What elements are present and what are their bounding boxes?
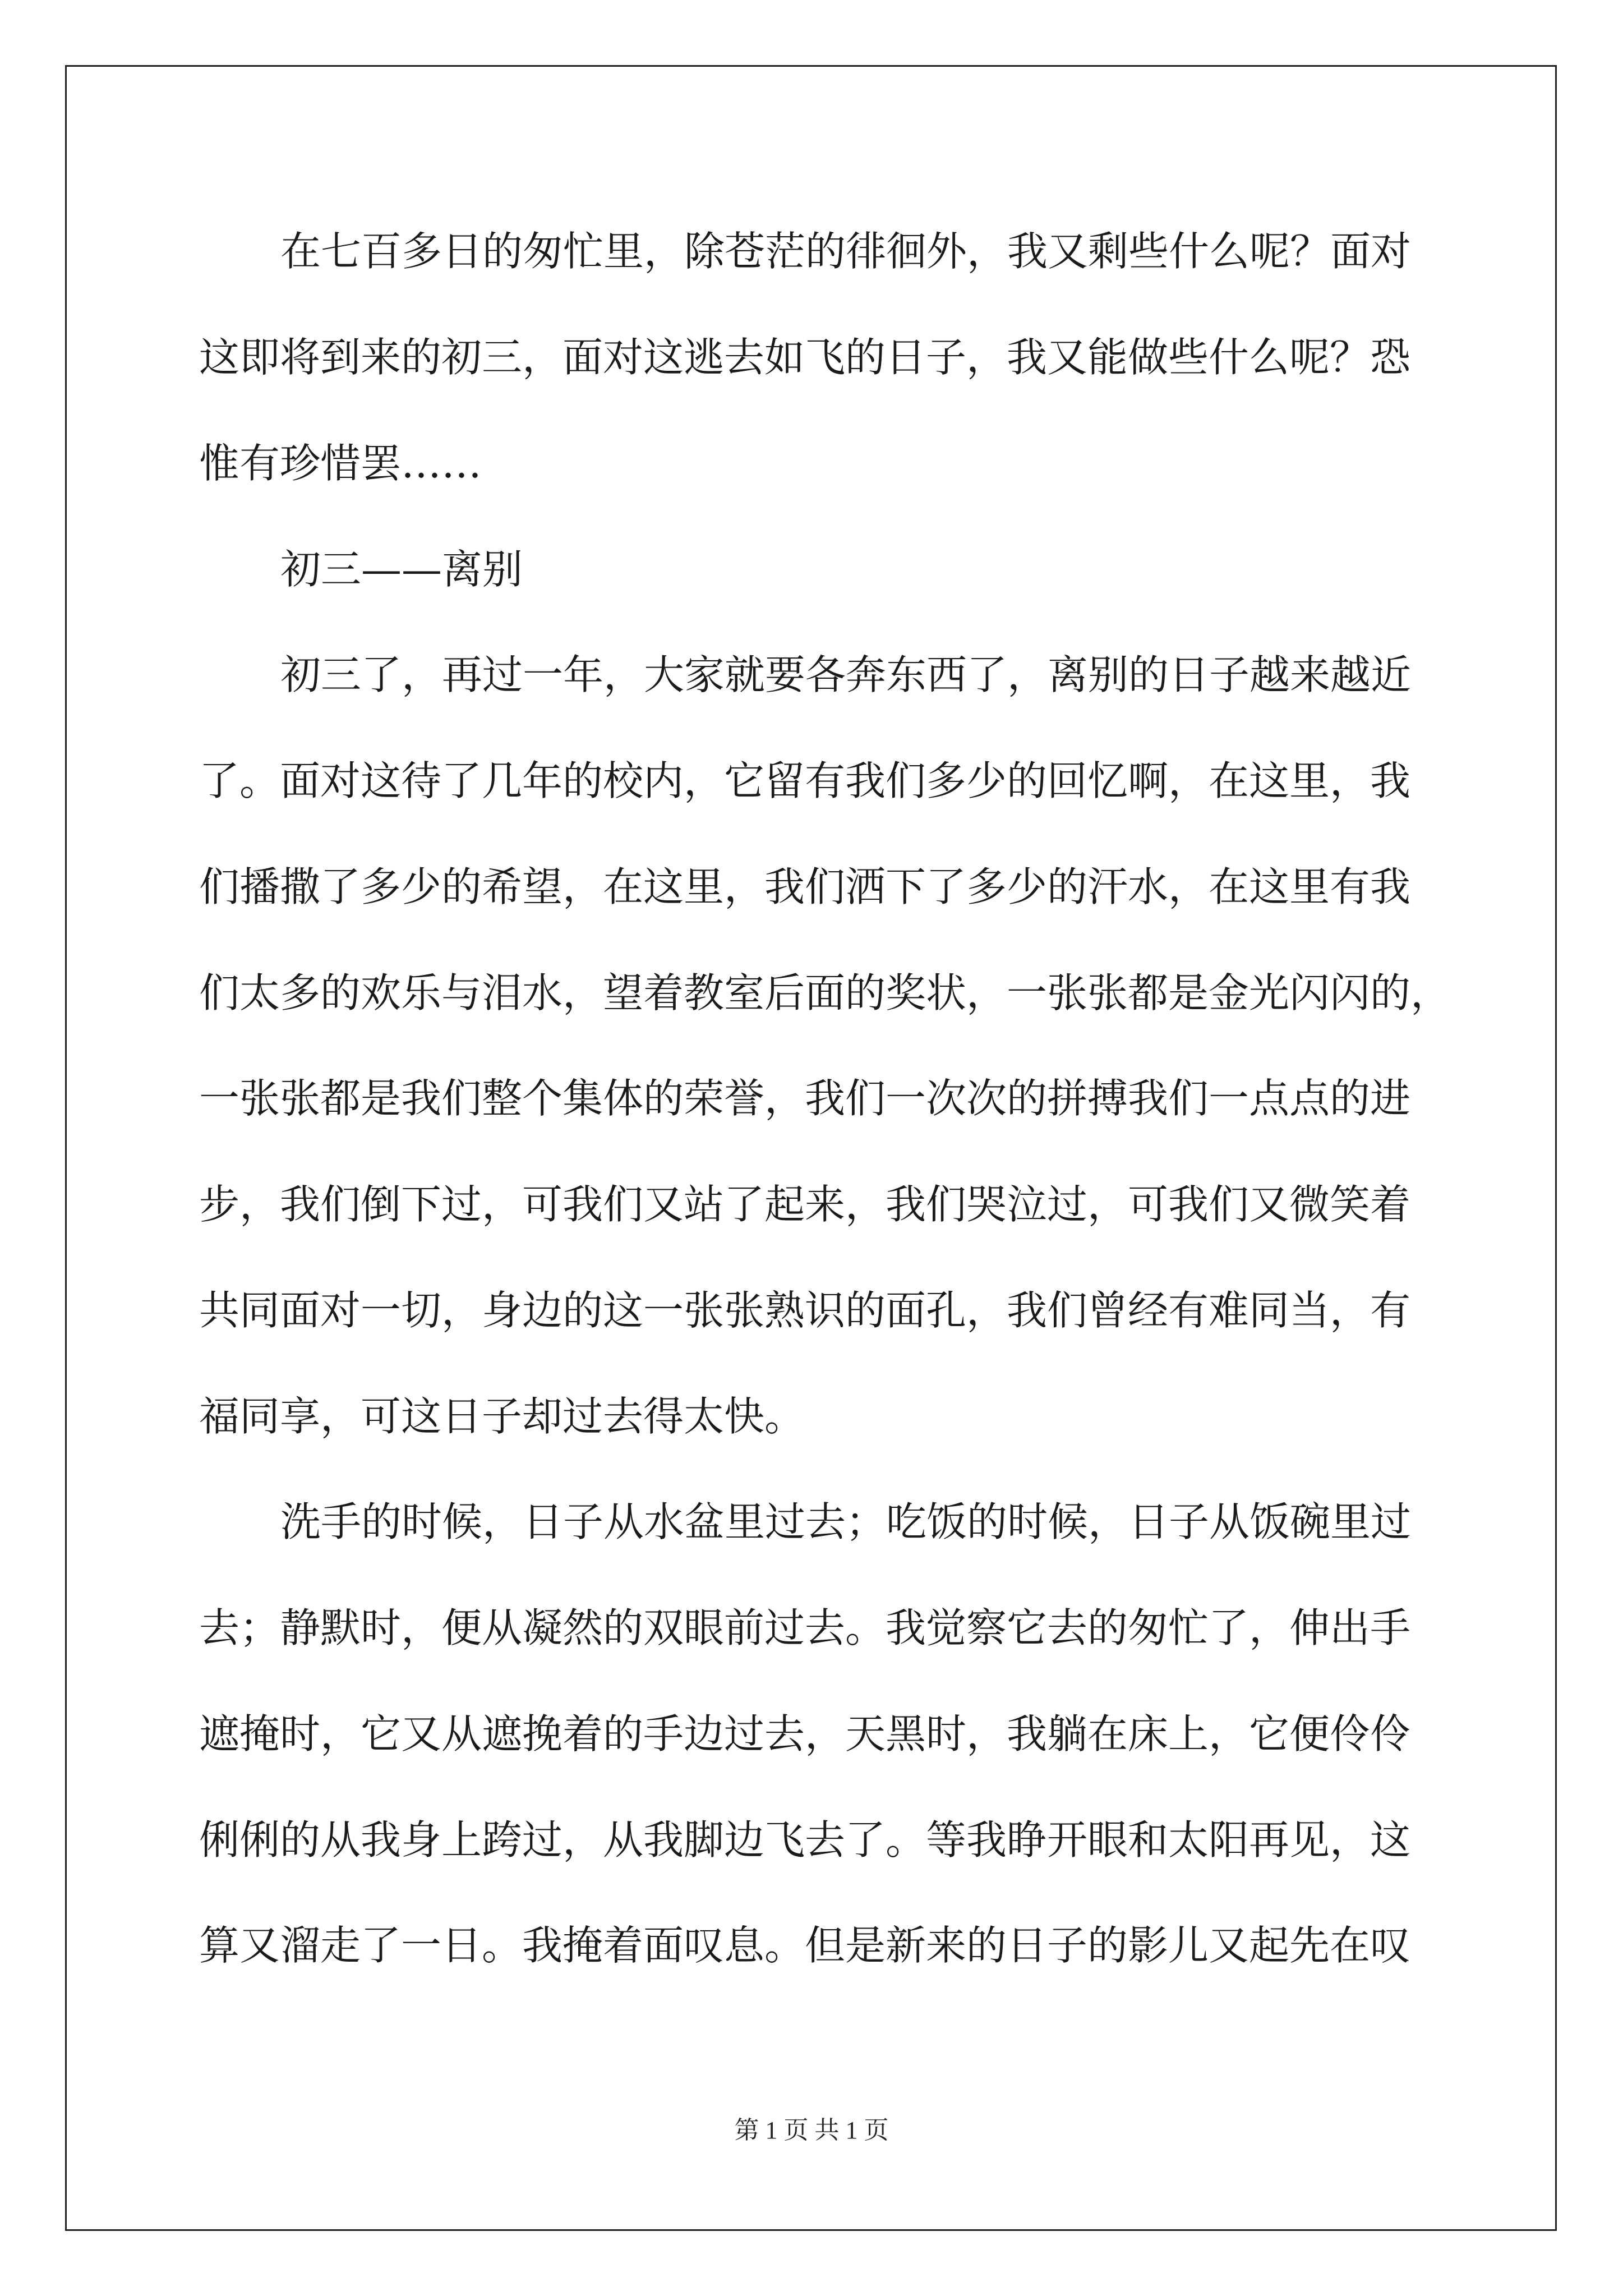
section-heading: 初三——离别 (280, 546, 523, 593)
paragraph-line: 们太多的欢乐与泪水，望着教室后面的奖状，一张张都是金光闪闪的， (199, 969, 1451, 1016)
paragraph-line: 在七百多日的匆忙里，除苍茫的徘徊外，我又剩些什么呢？面对 (280, 228, 1412, 275)
paragraph-line: 遮掩时，它又从遮挽着的手边过去，天黑时，我躺在床上，它便伶伶 (199, 1710, 1411, 1757)
page-border (65, 65, 1557, 2231)
paragraph-line: 一张张都是我们整个集体的荣誉，我们一次次的拼搏我们一点点的进 (199, 1075, 1411, 1122)
paragraph-line: 洗手的时候，日子从水盆里过去；吃饭的时候，日子从饭碗里过 (280, 1498, 1412, 1545)
paragraph-line: 惟有珍惜罢…… (199, 440, 482, 487)
paragraph-line: 步，我们倒下过，可我们又站了起来，我们哭泣过，可我们又微笑着 (199, 1181, 1411, 1228)
paragraph-line: 这即将到来的初三，面对这逃去如飞的日子，我又能做些什么呢？恐 (199, 334, 1411, 381)
paragraph-line: 初三了，再过一年，大家就要各奔东西了，离别的日子越来越近 (280, 651, 1412, 698)
paragraph-line: 们播撒了多少的希望，在这里，我们洒下了多少的汗水，在这里有我 (199, 863, 1411, 910)
paragraph-line: 算又溜走了一日。我掩着面叹息。但是新来的日子的影儿又起先在叹 (199, 1922, 1411, 1969)
paragraph-line: 俐俐的从我身上跨过，从我脚边飞去了。等我睁开眼和太阳再见，这 (199, 1816, 1411, 1864)
paragraph-line: 共同面对一切，身边的这一张张熟识的面孔，我们曾经有难同当，有 (199, 1287, 1411, 1334)
paragraph-line: 了。面对这待了几年的校内，它留有我们多少的回忆啊，在这里，我 (199, 757, 1411, 804)
page-number-footer: 第 1 页 共 1 页 (734, 2116, 889, 2144)
paragraph-line: 去；静默时，便从凝然的双眼前过去。我觉察它去的匆忙了，伸出手 (199, 1604, 1411, 1651)
paragraph-line: 福同享，可这日子却过去得太快。 (199, 1393, 805, 1440)
